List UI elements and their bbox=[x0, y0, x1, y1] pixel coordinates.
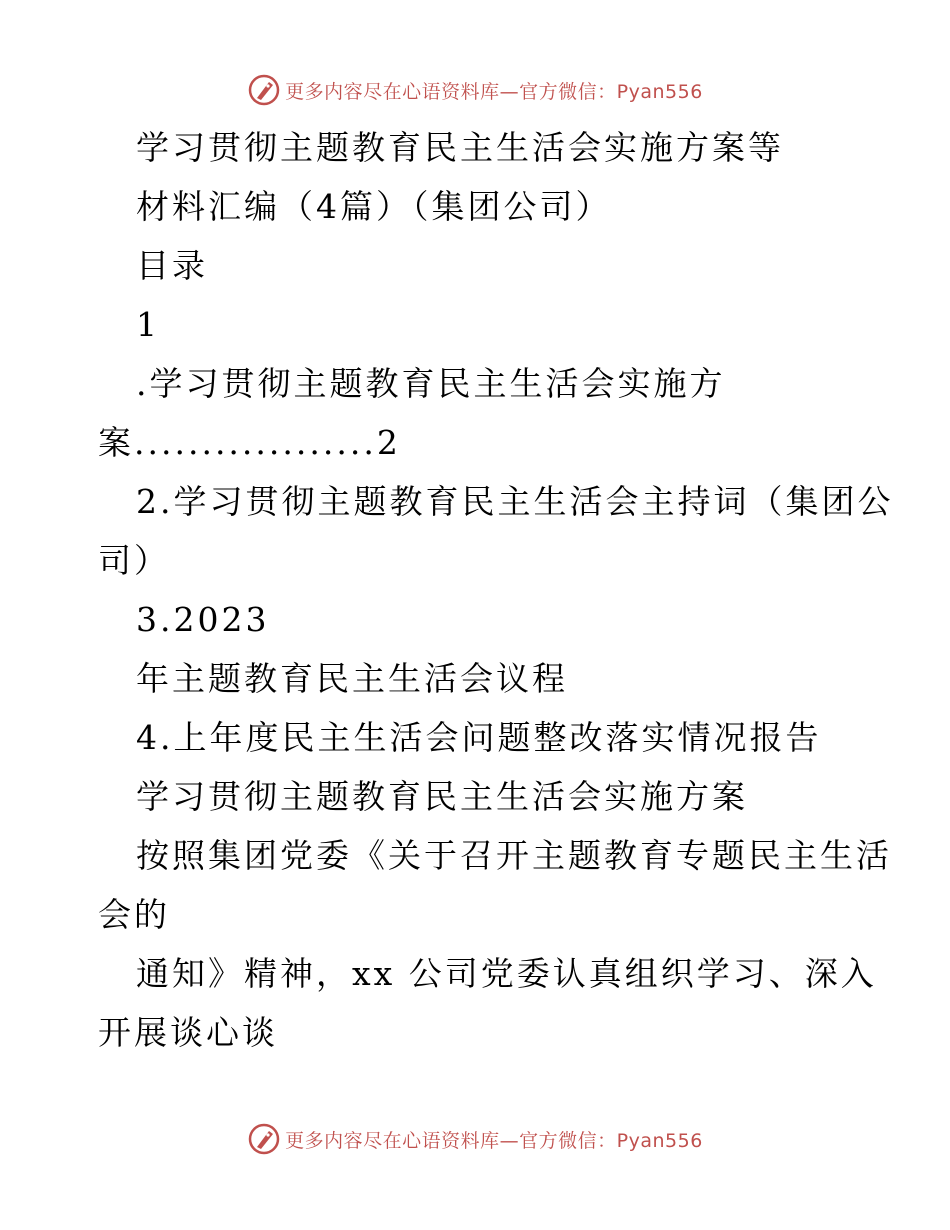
paragraph-line-3: 通知》精神，xx 公司党委认真组织学习、深入 bbox=[136, 954, 877, 993]
footer-banner-text: 更多内容尽在心语资料库—官方微信：Pyan556 bbox=[285, 1129, 703, 1152]
toc-item-3-number: 3.2023 bbox=[136, 600, 270, 639]
section-heading: 学习贯彻主题教育民主生活会实施方案 bbox=[136, 777, 748, 816]
paragraph-line-1: 按照集团党委《关于召开主题教育专题民主生活 bbox=[136, 836, 892, 875]
document-body bbox=[98, 118, 894, 1062]
paragraph-line-2: 会的 bbox=[98, 895, 170, 934]
toc-heading: 目录 bbox=[136, 246, 208, 285]
doc-title-line-2: 材料汇编（4篇）（集团公司） bbox=[136, 187, 612, 226]
paragraph-line-4: 开展谈心谈 bbox=[98, 1013, 278, 1052]
toc-item-2-text: 2.学习贯彻主题教育民主生活会主持词（集团公 bbox=[136, 482, 894, 521]
toc-item-2-continuation: 司） bbox=[98, 541, 170, 580]
header-banner-text: 更多内容尽在心语资料库—官方微信：Pyan556 bbox=[285, 80, 703, 103]
toc-item-1-number: 1 bbox=[136, 305, 160, 344]
toc-item-1-text: .学习贯彻主题教育民主生活会实施方 bbox=[136, 364, 726, 403]
toc-item-4-text: 4.上年度民主生活会问题整改落实情况报告 bbox=[136, 718, 822, 757]
toc-item-1-leader: 案..................2 bbox=[98, 423, 401, 462]
footer-banner bbox=[0, 1119, 950, 1159]
pen-nib-circle-icon bbox=[247, 73, 281, 107]
doc-title-line-1: 学习贯彻主题教育民主生活会实施方案等 bbox=[136, 128, 784, 167]
toc-item-3-text: 年主题教育民主生活会议程 bbox=[136, 659, 568, 698]
pen-nib-circle-icon bbox=[247, 1122, 281, 1156]
header-banner bbox=[0, 70, 950, 110]
